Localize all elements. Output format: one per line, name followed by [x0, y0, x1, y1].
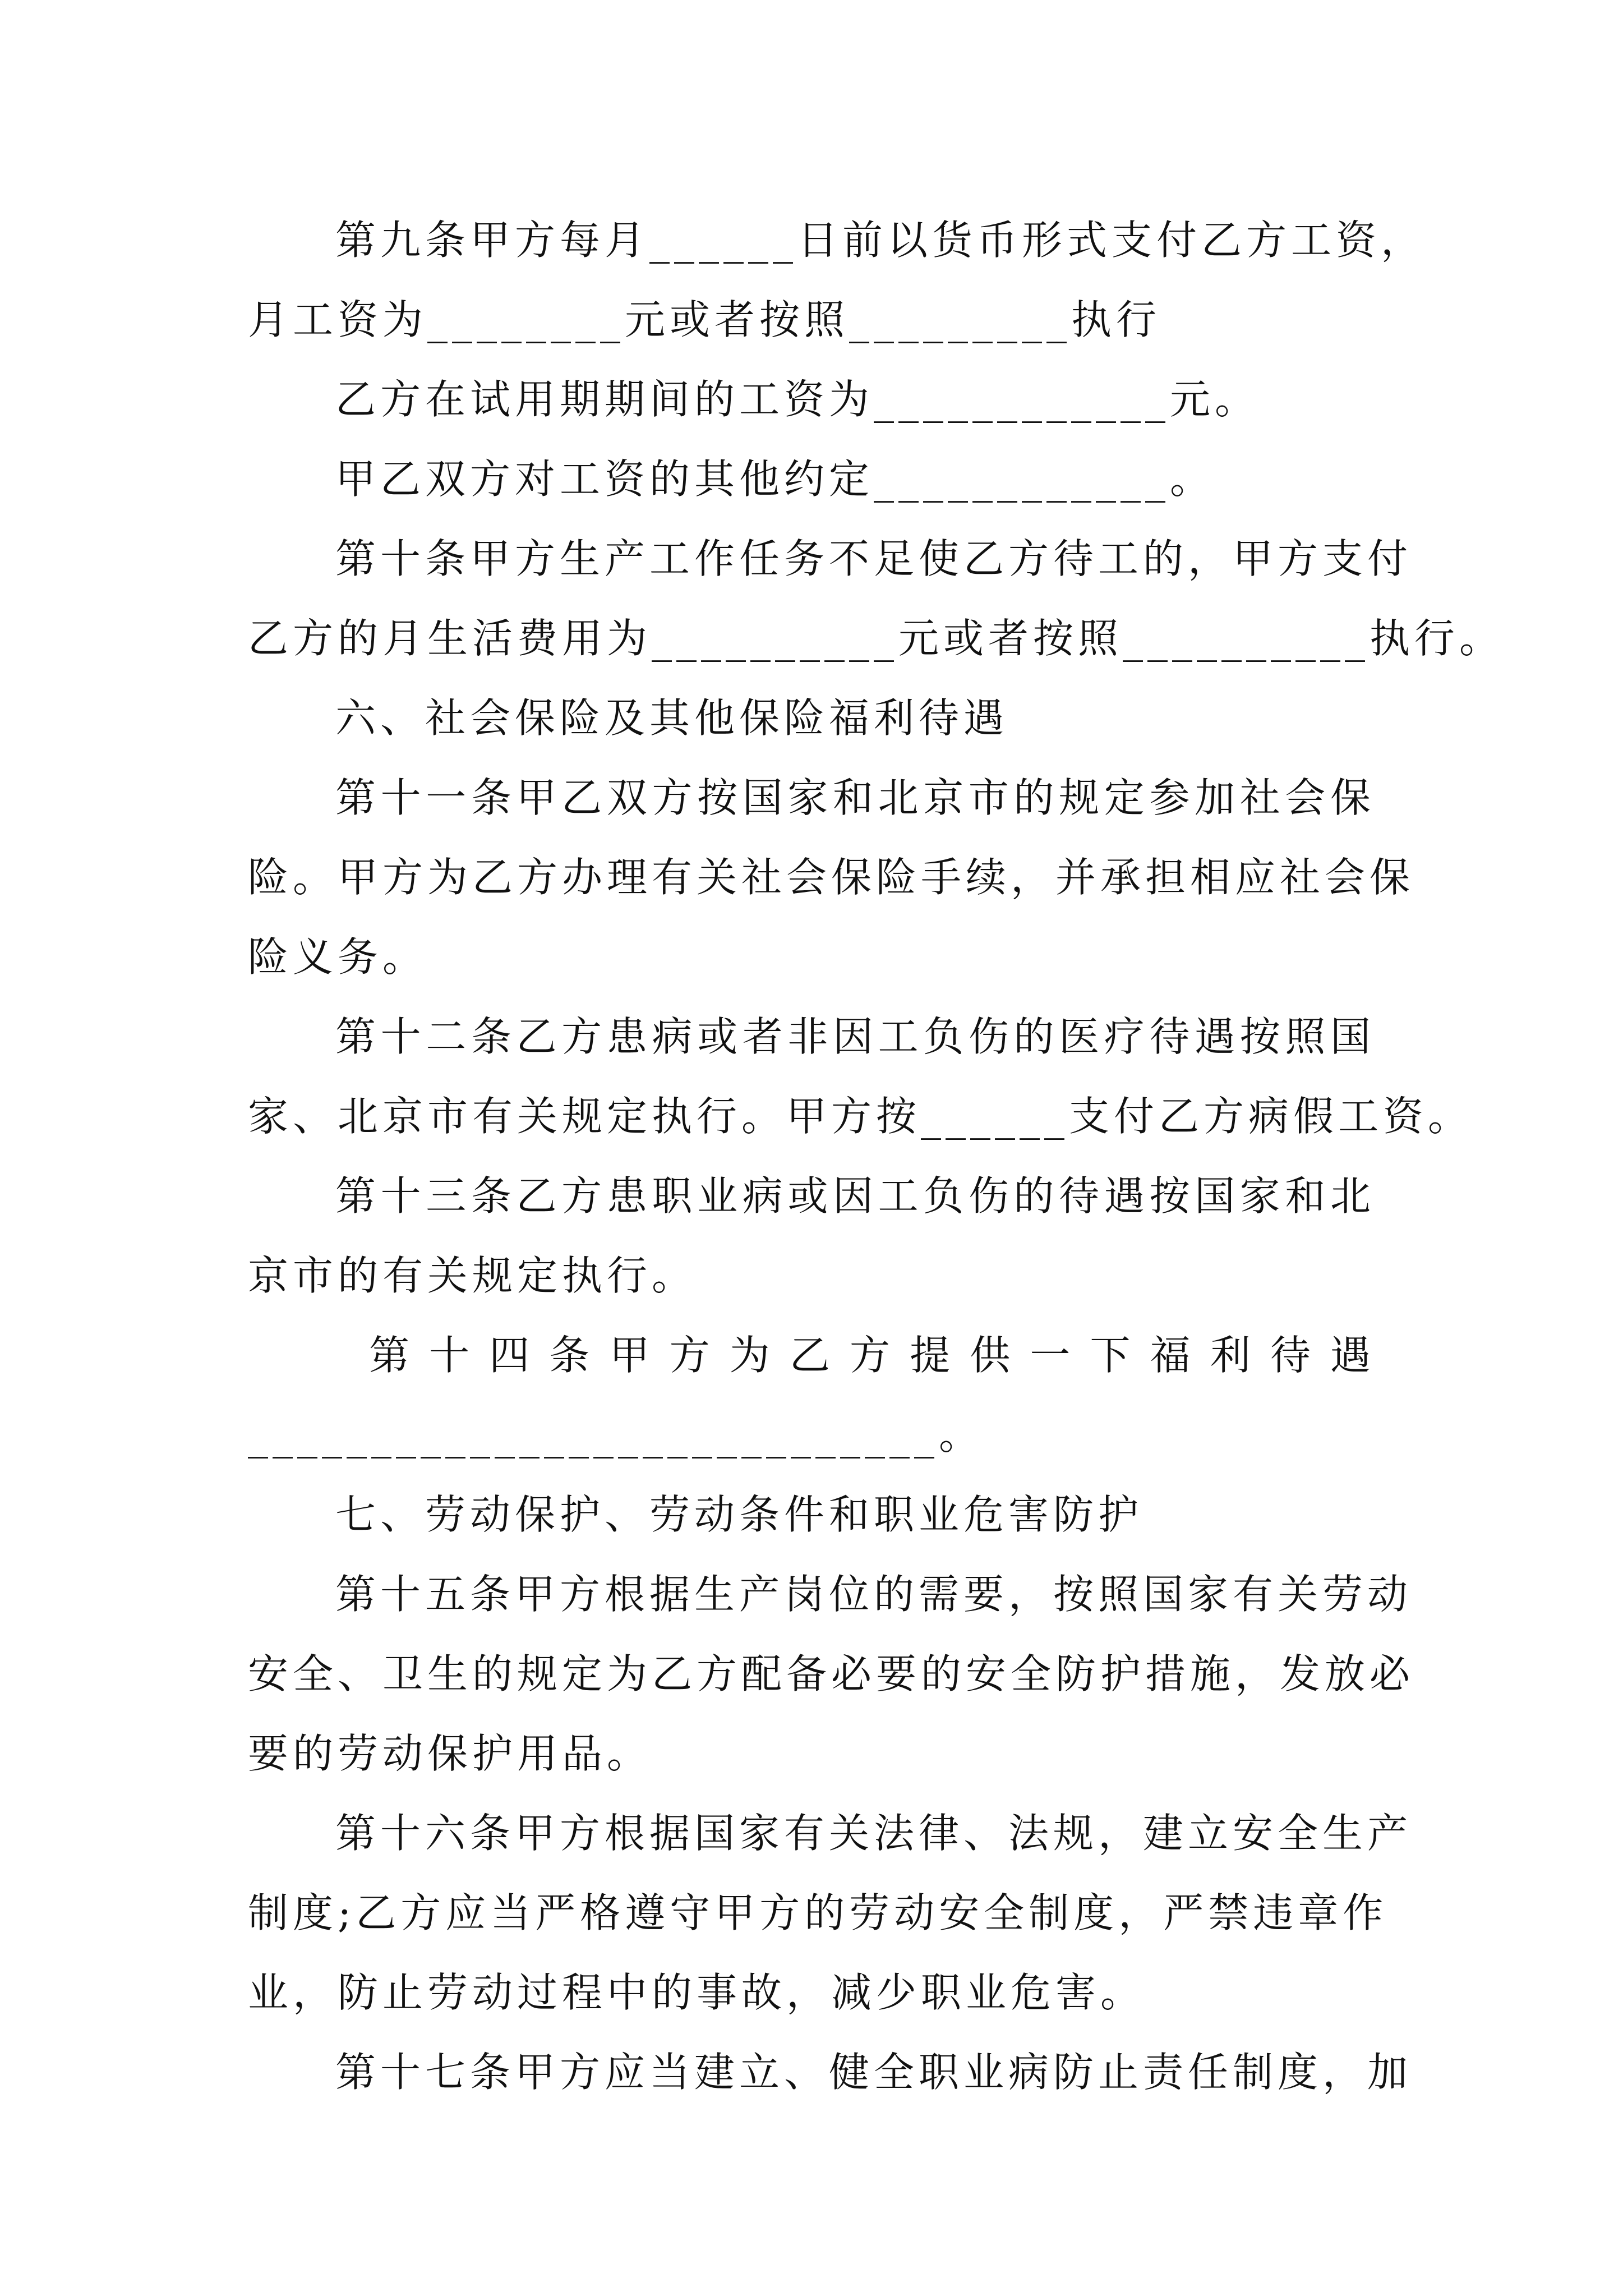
- paragraph-line: 业，防止劳动过程中的事故，减少职业危害。: [248, 1969, 1146, 2016]
- paragraph-line: 第十三条乙方患职业病或因工负伤的待遇按国家和北: [335, 1172, 1375, 1220]
- paragraph-line: 第十五条甲方根据生产岗位的需要，按照国家有关劳动: [335, 1571, 1413, 1618]
- paragraph-line: 第九条甲方每月______日前以货币形式支付乙方工资，: [335, 217, 1426, 264]
- paragraph-line: 乙方在试用期期间的工资为____________元。: [335, 376, 1260, 423]
- paragraph-line: 制度;乙方应当严格遵守甲方的劳动安全制度，严禁违章作: [248, 1889, 1388, 1936]
- section-heading: 七、劳动保护、劳动条件和职业危害防护: [335, 1491, 1144, 1538]
- section-heading: 六、社会保险及其他保险福利待遇: [335, 694, 1009, 742]
- paragraph-line: 第十七条甲方应当建立、健全职业病防止责任制度，加: [335, 2049, 1413, 2096]
- paragraph-line: 京市的有关规定执行。: [248, 1252, 697, 1299]
- paragraph-line: 险义务。: [248, 933, 428, 981]
- paragraph-line: ____________________________。: [248, 1411, 984, 1458]
- paragraph-line: 第十一条甲乙双方按国家和北京市的规定参加社会保: [335, 774, 1375, 821]
- paragraph-line: 家、北京市有关规定执行。甲方按______支付乙方病假工资。: [248, 1093, 1473, 1140]
- paragraph-line: 月工资为________元或者按照_________执行: [248, 296, 1161, 343]
- paragraph-line: 要的劳动保护用品。: [248, 1730, 652, 1777]
- paragraph-line: 第十二条乙方患病或者非因工负伤的医疗待遇按照国: [335, 1013, 1375, 1060]
- paragraph-line: 第十四条甲方为乙方提供一下福利待遇: [369, 1332, 1375, 1379]
- paragraph-line: 险。甲方为乙方办理有关社会保险手续，并承担相应社会保: [248, 854, 1415, 901]
- paragraph-line: 安全、卫生的规定为乙方配备必要的安全防护措施，发放必: [248, 1650, 1415, 1697]
- paragraph-line: 甲乙双方对工资的其他约定____________。: [335, 455, 1215, 503]
- paragraph-line: 第十六条甲方根据国家有关法律、法规，建立安全生产: [335, 1810, 1413, 1857]
- paragraph-line: 第十条甲方生产工作任务不足使乙方待工的，甲方支付: [335, 535, 1413, 582]
- paragraph-line: 乙方的月生活费用为__________元或者按照__________执行。: [248, 615, 1505, 662]
